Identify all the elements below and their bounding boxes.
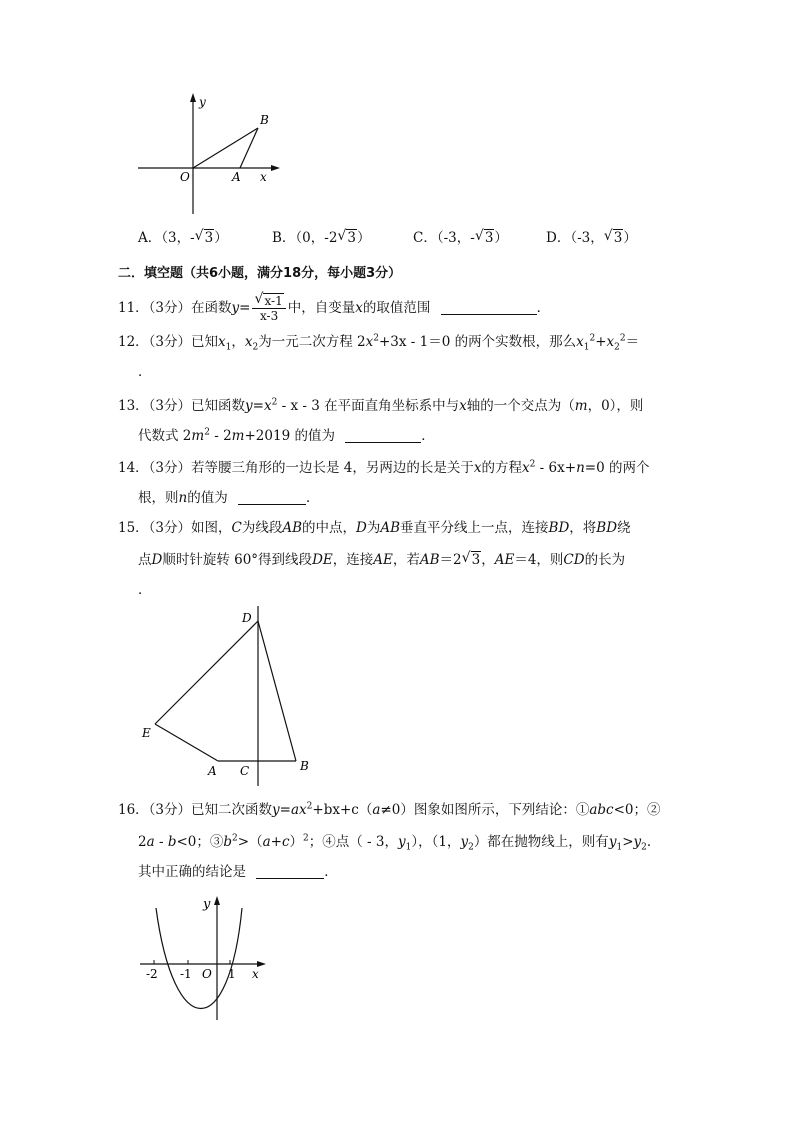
label-D: D bbox=[242, 611, 252, 625]
question-15: 15．（3分）如图，C为线段AB的中点，D为AB垂直平分线上一点，连接BD，将BD绕 bbox=[118, 520, 631, 536]
answer-blank[interactable] bbox=[441, 300, 537, 315]
question-11: 11．（3分）在函数y= √ x-1 x-3 中，自变量x的取值范围 ． bbox=[118, 291, 551, 323]
question-14: 14．（3分）若等腰三角形的一边长是 4，另两边的长是关于x的方程$x^2 - 6x+n=0$ 的两个 bbox=[118, 459, 650, 476]
answer-blank[interactable] bbox=[238, 490, 306, 505]
option-d: D．（-3， √ 3） bbox=[546, 228, 637, 246]
question-13: 13．（3分）已知函数$y=x^2 - x - 3$ 在平面直角坐标系中与x轴的一个交点为（m，0），则 bbox=[118, 397, 644, 414]
question-12: 12．（3分）已知$x_1$，$x_2$为一元二次方程 $2x^2+3x - 1=0$ 的两个实数根，那么$x_1^2+x_2^2=$ bbox=[118, 333, 640, 353]
segment-OB bbox=[193, 128, 258, 168]
question-16: 16．（3分）已知二次函数$y=ax^2+bx+c(a\ne 0)$图象如图所示，下列结论：①abc<0；② bbox=[118, 801, 661, 818]
option-c: C．（-3，- √ 3） bbox=[413, 228, 508, 246]
answer-blank[interactable] bbox=[345, 428, 421, 443]
figure-triangle-axes bbox=[130, 90, 290, 220]
label-B: B bbox=[260, 113, 269, 127]
fraction: √ x-1 x-3 bbox=[252, 294, 285, 323]
label-y: y bbox=[203, 897, 211, 912]
label-x: x bbox=[252, 967, 259, 981]
figure-parabola bbox=[134, 892, 274, 1032]
question-12-line2: ． bbox=[138, 364, 152, 380]
option-b: B．（0，-2 √ 3） bbox=[272, 228, 371, 246]
option-a: A．（3，- √ 3） bbox=[138, 228, 228, 246]
question-15-line3: ． bbox=[138, 582, 152, 598]
label-C: C bbox=[240, 764, 250, 778]
question-16-line3: 其中正确的结论是 ． bbox=[138, 864, 338, 880]
segment-EA bbox=[155, 724, 218, 761]
label-A: A bbox=[232, 170, 241, 184]
x-axis-arrow bbox=[271, 165, 280, 171]
label-1: 1 bbox=[228, 967, 236, 981]
segment-DB bbox=[258, 621, 296, 761]
label-x: x bbox=[260, 170, 267, 184]
label-B: B bbox=[300, 759, 309, 773]
label-O: O bbox=[202, 967, 212, 981]
question-14-line2: 根，则n的值为 ． bbox=[138, 490, 320, 506]
figure-rotation bbox=[130, 600, 330, 790]
label-A: A bbox=[208, 764, 217, 778]
label-minus-2: -2 bbox=[146, 967, 158, 981]
y-axis-arrow bbox=[214, 896, 220, 905]
section-heading: 二．填空题（共6小题，满分18分，每小题3分） bbox=[118, 266, 402, 281]
label-minus-1: -1 bbox=[180, 967, 192, 981]
y-axis-arrow bbox=[190, 93, 196, 102]
segment-DE bbox=[155, 621, 258, 724]
question-15-line2: 点D顺时针旋转 60°得到线段DE，连接AE，若AB＝2 √ 3，AE＝4，则CD的长为 bbox=[138, 550, 626, 568]
label-y: y bbox=[199, 95, 206, 109]
question-13-line2: 代数式 $2m^2 - 2m+2019$ 的值为 ． bbox=[138, 427, 435, 444]
parabola-curve bbox=[156, 908, 242, 1009]
answer-blank[interactable] bbox=[256, 864, 324, 879]
label-O: O bbox=[180, 170, 190, 184]
label-E: E bbox=[142, 726, 151, 740]
question-16-line2: 2a - b<0；$③b^2>(a+c)^2$；④点（ - 3，$y_1$），（1，$y_2$）都在抛物线上，则有$y_1>y_2$． bbox=[138, 833, 661, 853]
